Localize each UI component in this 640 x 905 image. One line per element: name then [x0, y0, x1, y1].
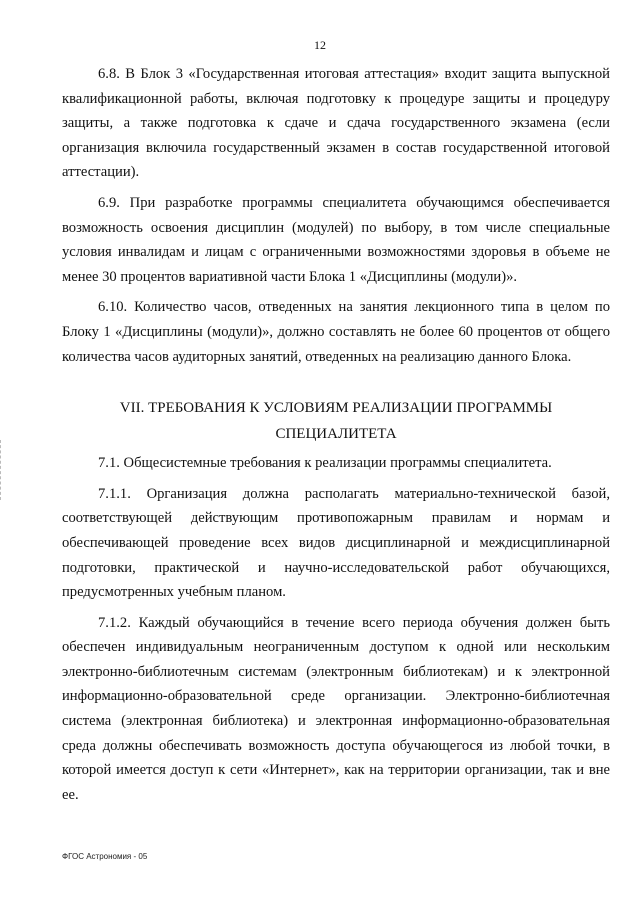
document-body — [62, 62, 610, 813]
paragraph-6-9: 6.9. При разработке программы специалитета обучающимся обеспечивается возможность освоения дисциплин (модулей) по выбору, в том числе специальные условия инвалидам и лицам с ограниченными возможностями здоровья в объеме не менее 30 процентов вариативной части Блока 1 «Дисциплины (модули)». — [62, 194, 610, 285]
scan-margin-marks — [0, 440, 5, 500]
paragraph-7-1-1: 7.1.1. Организация должна располагать материально-технической базой, соответствующей действующим противопожарным правилам и нормам и обеспечивающей проведение всех видов дисциплинарной и междисциплинарной подготовки, практической и научно-исследовательской работ обучающихся, предусмотренных учебным планом. — [62, 485, 610, 601]
section-heading-line-2: СПЕЦИАЛИТЕТА — [275, 426, 397, 443]
paragraph-6-10: 6.10. Количество часов, отведенных на занятия лекционного типа в целом по Блоку 1 «Дисциплины (модули)», должно составлять не более 60 процентов от общего количества часов аудиторных занятий, отведенных на реализацию данного Блока. — [62, 299, 610, 365]
paragraph-6-8: 6.8. В Блок 3 «Государственная итоговая аттестация» входит защита выпускной квалификационной работы, включая подготовку к процедуре защиты и процедуру защиты, а также подготовка к сдаче и сдача государственного экзамена (если организация включила государственный экзамен в состав государственной итоговой аттестации). — [62, 66, 610, 181]
paragraph-7-1-2: 7.1.2. Каждый обучающийся в течение всего периода обучения должен быть обеспечен индивидуальным неограниченным доступом к одной или нескольким электронно-библиотечным системам (электронным библиотекам) и к электронной информационно-образовательной среде организации. Электронно-библиотечная система (электронная библиотека) и электронная информационно-образовательная среда должны обеспечивать возможность доступа обучающегося из любой точки, в которой имеется доступ к сети «Интернет», как на территории организации, так и вне ее. — [62, 614, 610, 803]
section-heading — [62, 395, 610, 447]
footer-label: ФГОС Астрономия - 05 — [62, 852, 148, 861]
paragraph-7-1: 7.1. Общесистемные требования к реализации программы специалитета. — [98, 455, 552, 472]
page-number: 12 — [314, 38, 326, 52]
section-heading-line-1: VII. ТРЕБОВАНИЯ К УСЛОВИЯМ РЕАЛИЗАЦИИ ПРОГРАММЫ — [119, 400, 553, 417]
